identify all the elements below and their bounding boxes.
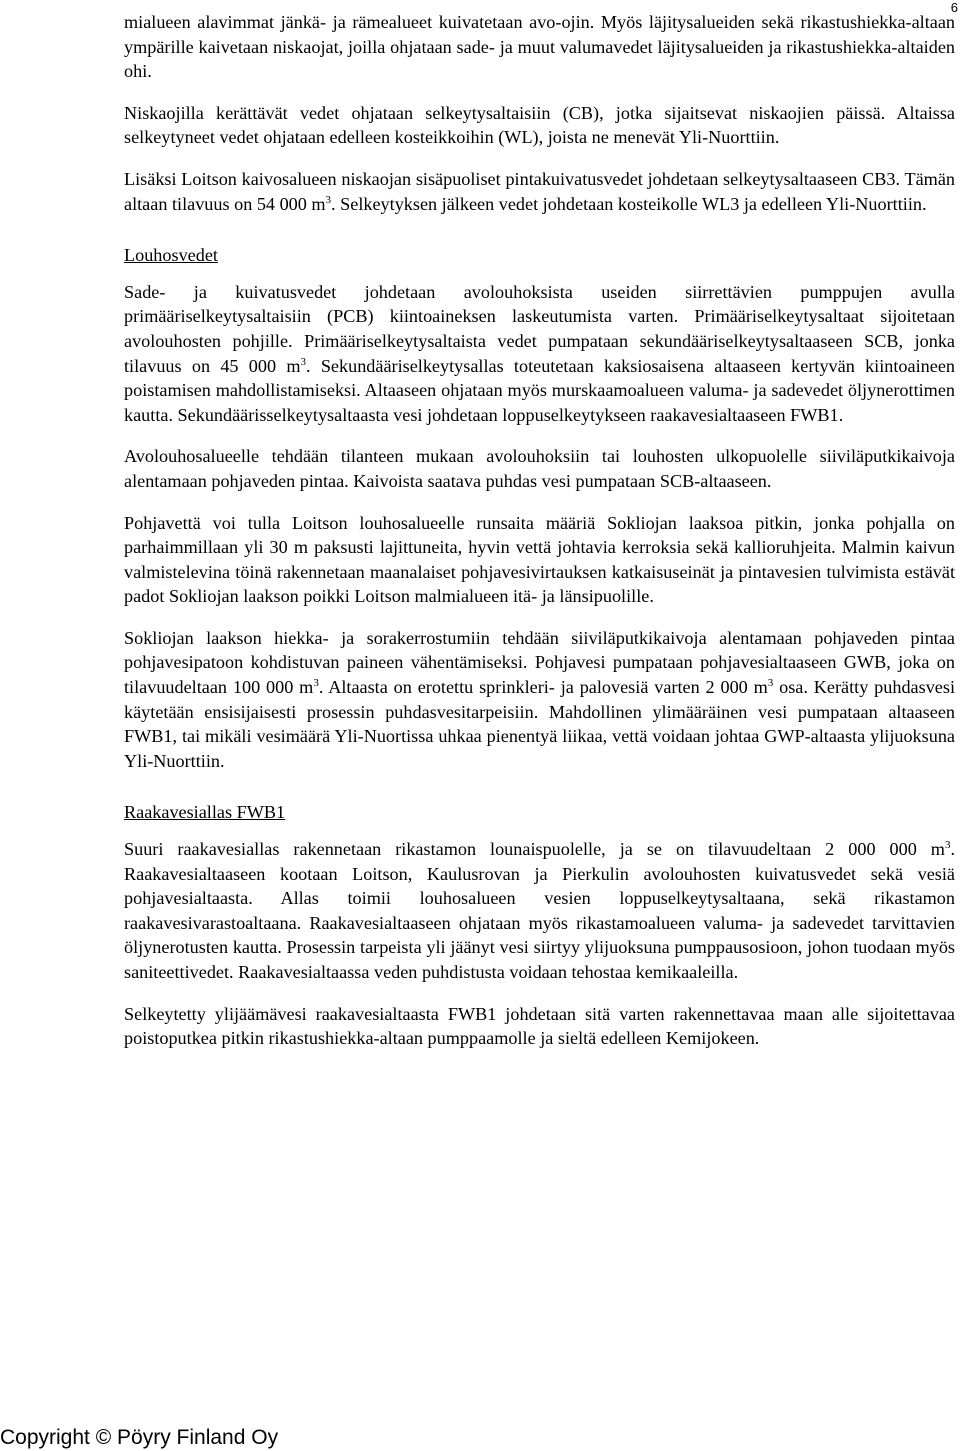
superscript: 3 [767, 677, 774, 690]
paragraph-excess-water-discharge: Selkeytetty ylijäämävesi raakavesialtaasta FWB1 johdetaan sitä varten rakennettavaa maan alle sijoitettavaa poistoputkea pitkin rikastushiekka-altaan pumppaamolle ja sieltä edelleen Kemijokeen. [124, 1003, 955, 1049]
footer-copyright: Copyright © Pöyry Finland Oy [0, 1426, 279, 1449]
superscript: 3 [300, 355, 306, 368]
heading-raakavesiallas: Raakavesiallas FWB1 [124, 802, 286, 823]
paragraph-groundwater-basin [124, 626, 955, 774]
text-run: . Raakavesialtaaseen kootaan Loitson, Kaulusrovan ja Pierkulin avolouhosten kuivatusvedet sekä vesiä pohjavesialtaasta. Allas toimii louhosalueen vesien loppuselkeytysaltaana, sekä rikastamon raakavesivarastoaltaana. Raakavesialtaaseen ohjataan myös rikastamoalueen valuma- ja sadevedet tarvittavien öljynerotusten kautta. Prosessin tarpeista yli jäänyt vesi siirtyy ylijuoksuna pumppausosioon, johon tuodaan myös saniteettivedet. Raakavesialtaassa veden puhdistusta voidaan tehostaa kemikaaleilla. [124, 839, 955, 982]
text-run: . Altaasta on erotettu sprinkleri- ja palovesiä varten 2 000 m [318, 677, 768, 698]
paragraph-drainage-ditches: mialueen alavimmat jänkä- ja rämealueet kuivatetaan avo-ojin. Myös läjitysalueiden sekä rikastushiekka-altaan ympärille kaivetaan niskaojat, joilla ohjataan sade- ja muut valumavedet läjitysalueiden ja rikastushiekka-altaiden ohi. [124, 12, 955, 82]
text-run: Sokliojan laakson hiekka- ja sorakerrostumiin tehdään siiviläputkikaivoja alentamaan pohjaveden pintaa pohjavesipatoon kohdistuvan paineen vähentämiseksi. Pohjavesi pumpataan pohjavesialtaaseen GWB, joka on tilavuudeltaan 100 000 m [124, 627, 955, 698]
paragraph-settling-ponds: Niskaojilla kerättävät vedet ohjataan selkeytysaltaisiin (CB), jotka sijaitsevat niskaojien päissä. Altaissa selkeytyneet vedet ohjataan edelleen kosteikkoihin (WL), joista ne menevät Yli-Nuorttiin. [124, 102, 955, 148]
text-run: Suuri raakavesiallas rakennetaan rikastamon lounaispuolelle, ja se on tilavuudeltaan 2 000 000 m [124, 839, 945, 860]
text-run: osa. Kerätty puhdasvesi käytetään ensisijaisesti prosessin puhdasvesitarpeisiin. Mahdollinen ylimääräinen vesi pumpataan altaaseen FWB1, tai mikäli vesimäärä Yli-Nuortissa uhkaa pienentyä liikaa, vettä voidaan johtaa GWP-altaasta ylijuoksuna Yli-Nuorttiin. [124, 677, 955, 771]
text-run: . Sekundääriselkeytysallas toteutetaan kaksiosaisena altaaseen kertyvän kiintoaineen poistamisen mahdollistamiseksi. Altaaseen ohjataan myös murskaamoalueen valuma- ja sadevedet öljynerottimen kautta. Sekundäärisselkeytysaltaasta vesi johdetaan loppuselkeytykseen raakavesialtaaseen FWB1. [124, 355, 955, 425]
paragraph-pit-water-pumping [124, 280, 955, 428]
paragraph-groundwater-inflow: Pohjavettä voi tulla Loitson louhosalueelle runsaita määriä Sokliojan laaksoa pitkin, jonka pohjalla on parhaimmillaan yli 30 m paksusti lajittuneita, hyvin vettä johtavia kerroksia sekä kallioruhjeita. Malmin kaivun valmistelevina töinä rakennetaan maanalaiset pohjavesivirtauksen katkaisuseinät ja pintavesien tulvimista estävät padot Sokliojan laakson poikki Loitson malmialueen itä- ja länsipuolille. [124, 512, 955, 607]
superscript: 3 [325, 193, 332, 206]
text-run: Lisäksi Loitson kaivosalueen niskaojan sisäpuoliset pintakuivatusvedet johdetaan selkeytysaltaaseen CB3. Tämän altaan tilavuus on 54 000 m [124, 168, 955, 214]
paragraph-loitso-cb3 [124, 167, 955, 216]
superscript: 3 [313, 677, 319, 690]
paragraph-filter-wells: Avolouhosalueelle tehdään tilanteen mukaan avolouhoksiin tai louhosten ulkopuolelle siiviläputkikaivoja alentamaan pohjaveden pintaa. Kaivoista saatava puhdas vesi pumpataan SCB-altaaseen. [124, 446, 955, 491]
document-body [124, 10, 955, 1068]
page-number: 6 [950, 0, 958, 15]
superscript: 3 [944, 839, 951, 852]
paragraph-raw-water-basin [124, 837, 955, 985]
heading-louhosvedet: Louhosvedet [124, 245, 218, 266]
text-run: Sade- ja kuivatusvedet johdetaan avolouhoksista useiden siirrettävien pumppujen avulla primääriselkeytysaltaisiin (PCB) kiintoaineksen laskeutumista varten. Primääriselkeytysaltaat sijoitetaan avolouhosten pohjille. Primääriselkeytysaltaista vedet pumpataan sekundääriselkeytysaltaaseen SCB, jonka tilavuus on 45 000 m [124, 281, 955, 376]
text-run: . Selkeytyksen jälkeen vedet johdetaan kosteikolle WL3 ja edelleen Yli-Nuorttiin. [331, 193, 927, 214]
